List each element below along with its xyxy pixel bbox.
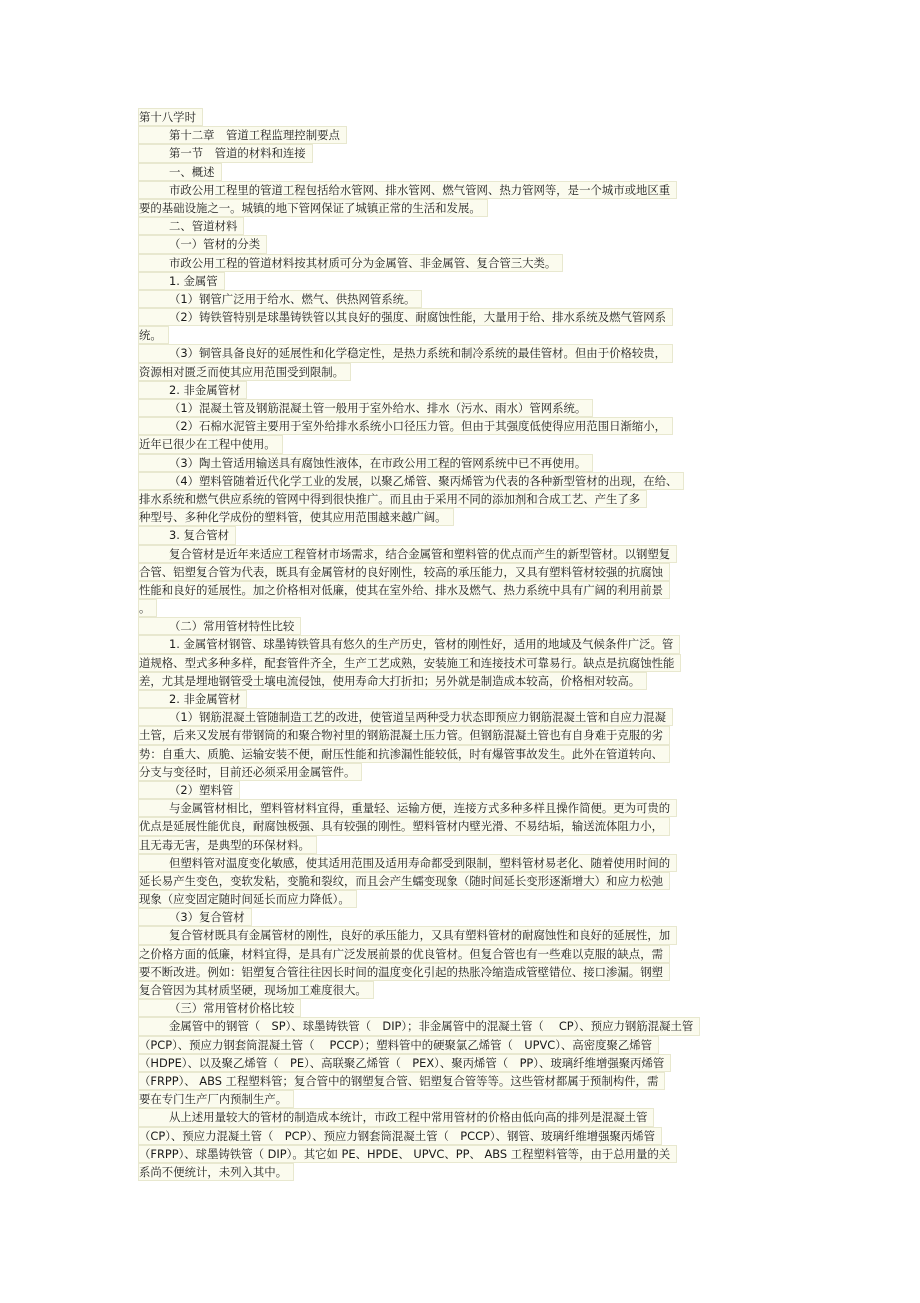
text-line-content: （1）钢管广泛用于给水、燃气、供热网管系统。 [138, 290, 422, 308]
text-line-content: 系尚不便统计，未列入其中。 [138, 1163, 294, 1181]
text-line [138, 490, 778, 508]
text-line-content: 差，尤其是埋地钢管受土壤电流侵蚀，使用寿命大打折扣；另外就是制造成本较高，价格相对较高。 [138, 672, 647, 690]
text-line [138, 945, 778, 963]
text-line [138, 981, 778, 999]
text-line [138, 635, 778, 653]
text-line-content: （CP）、预应力混凝土管（ PCP）、预应力钢套筒混凝土管（ PCCP）、钢管、玻璃纤维增强聚丙烯管 [138, 1127, 662, 1145]
text-line [138, 836, 778, 854]
text-line-content: 。 [138, 599, 157, 617]
text-line [138, 199, 778, 217]
text-line-content: 要的基础设施之一。城镇的地下管网保证了城镇正常的生活和发展。 [138, 199, 488, 217]
text-line [138, 1072, 778, 1090]
text-line [138, 854, 778, 872]
text-line [138, 326, 778, 344]
text-line-content: 统。 [138, 326, 169, 344]
text-line [138, 181, 778, 199]
text-line [138, 126, 778, 144]
text-line-content: 优点是延展性能优良，耐腐蚀极强、具有较强的刚性。塑料管材内壁光滑、不易结垢，输送流体阻力小， [138, 817, 670, 835]
text-line-content: 第十八学时 [138, 108, 203, 126]
text-line-content: 二、管道材料 [138, 217, 244, 235]
text-line [138, 308, 778, 326]
text-line-content: 延长易产生变色，变软发粘，变脆和裂纹，而且会产生蠕变现象（随时间延长变形逐渐增大）和应力松弛 [138, 872, 670, 890]
text-line [138, 108, 778, 126]
text-line-content: 要不断改进。例如：铝塑复合管往往因长时间的温度变化引起的热胀冷缩造成管壁错位、接口渗漏。钢塑 [138, 963, 670, 981]
text-line [138, 1145, 778, 1163]
text-line-content: （二）常用管材特性比较 [138, 617, 301, 635]
text-line-content: 合管、铝塑复合管为代表，既具有金属管材的良好刚性，较高的承压能力，又具有塑料管材较强的抗腐蚀 [138, 563, 670, 581]
text-line [138, 708, 778, 726]
text-line-content: 种型号、多种化学成份的塑料管，使其应用范围越来越广阔。 [138, 508, 454, 526]
text-line-content: 复合管材是近年来适应工程管材市场需求，结合金属管和塑料管的优点而产生的新型管材。以钢塑复 [138, 545, 677, 563]
text-line [138, 1108, 778, 1126]
text-line [138, 363, 778, 381]
text-line [138, 1090, 778, 1108]
text-line [138, 563, 778, 581]
text-line-content: 复合管因为其材质坚硬，现场加工难度很大。 [138, 981, 374, 999]
document-body [138, 108, 778, 1181]
text-line-content: （1）钢筋混凝土管随制造工艺的改进，使管道呈两种受力状态即预应力钢筋混凝土管和自应力混凝 [138, 708, 673, 726]
text-line [138, 581, 778, 599]
text-line [138, 654, 778, 672]
text-line-content: （HDPE）、以及聚乙烯管（ PE）、高联聚乙烯管（ PEX）、聚丙烯管（ PP）、玻璃纤维增强聚丙烯管 [138, 1054, 671, 1072]
text-line [138, 908, 778, 926]
text-line-content: 市政公用工程的管道材料按其材质可分为金属管、非金属管、复合管三大类。 [138, 254, 563, 272]
text-line [138, 454, 778, 472]
text-line [138, 890, 778, 908]
text-line [138, 381, 778, 399]
text-line [138, 144, 778, 162]
text-line-content: （PCP）、预应力钢套筒混凝土管（ PCCP）；塑料管中的硬聚氯乙烯管（ UPVC）、高密度聚乙烯管 [138, 1036, 659, 1054]
text-line-content: 第一节 管道的材料和连接 [138, 144, 313, 162]
text-line [138, 963, 778, 981]
text-line-content: （一）管材的分类 [138, 235, 267, 253]
text-line-content: （2）塑料管 [138, 781, 240, 799]
text-line-content: 现象（应变固定随时间延长而应力降低）。 [138, 890, 357, 908]
text-line-content: 要在专门生产厂内预制生产。 [138, 1090, 294, 1108]
text-line-content: 市政公用工程里的管道工程包括给水管网、排水管网、燃气管网、热力管网等，是一个城市或地区重 [138, 181, 677, 199]
text-line-content: 与金属管材相比，塑料管材料宜得，重量轻、运输方便，连接方式多种多样且操作简便。更为可贵的 [138, 799, 677, 817]
text-line [138, 435, 778, 453]
text-line [138, 526, 778, 544]
text-line [138, 817, 778, 835]
text-line-content: 3. 复合管材 [138, 526, 236, 544]
text-line-content: 复合管材既具有金属管材的刚性，良好的承压能力，又具有塑料管材的耐腐蚀性和良好的延展性，加 [138, 926, 677, 944]
text-line-content: 势：自重大、质脆、运输安装不便，耐压性能和抗渗漏性能较低，时有爆管事故发生。此外在管道转向、 [138, 745, 670, 763]
text-line-content: 土管，后来又发展有带钢筒的和聚合物衬里的钢筋混凝土压力管。但钢筋混凝土管也有自身难于克服的劣 [138, 726, 670, 744]
text-line-content: 第十二章 管道工程监理控制要点 [138, 126, 347, 144]
text-line-content: 近年已很少在工程中使用。 [138, 435, 283, 453]
text-line-content: 但塑料管对温度变化敏感，使其适用范围及适用寿命都受到限制，塑料管材易老化、随着使用时间的 [138, 854, 677, 872]
text-line-content: （FRPP）、球墨铸铁管（ DIP）。其它如 PE、HPDE、 UPVC、PP、 ABS 工程塑料管等，由于总用量的关 [138, 1145, 677, 1163]
text-line [138, 235, 778, 253]
text-line [138, 1127, 778, 1145]
text-line [138, 617, 778, 635]
text-line [138, 872, 778, 890]
text-line [138, 1163, 778, 1181]
text-line-content: （FRPP）、 ABS 工程塑料管；复合管中的钢塑复合管、铝塑复合管等等。这些管材都属于预制构件，需 [138, 1072, 665, 1090]
text-line-content: 性能和良好的延展性。加之价格相对低廉，使其在室外给、排水及燃气、热力系统中具有广阔的利用前景 [138, 581, 670, 599]
text-line-content: 一、概述 [138, 163, 222, 181]
text-line-content: 从上述用量较大的管材的制造成本统计，市政工程中常用管材的价格由低向高的排列是混凝土管 [138, 1108, 654, 1126]
text-line-content: （3）陶土管适用输送具有腐蚀性液体，在市政公用工程的管网系统中已不再使用。 [138, 454, 593, 472]
text-line-content: 1. 金属管材钢管、球墨铸铁管具有悠久的生产历史，管材的刚性好，适用的地域及气候条件广泛。管 [138, 635, 680, 653]
text-line [138, 417, 778, 435]
text-line-content: （3）复合管材 [138, 908, 252, 926]
text-line [138, 545, 778, 563]
text-line [138, 1036, 778, 1054]
text-line-content: （3）铜管具备良好的延展性和化学稳定性，是热力系统和制冷系统的最佳管材。但由于价格较贵， [138, 344, 673, 362]
text-line-content: 资源相对匮乏而使其应用范围受到限制。 [138, 363, 351, 381]
text-line [138, 272, 778, 290]
text-line [138, 1017, 778, 1035]
text-line-content: （2）铸铁管特别是球墨铸铁管以其良好的强度、耐腐蚀性能，大量用于给、排水系统及燃气管网系 [138, 308, 673, 326]
text-line-content: 2. 非金属管材 [138, 690, 247, 708]
text-line [138, 472, 778, 490]
text-line-content: （1）混凝土管及钢筋混凝土管一般用于室外给水、排水（污水、雨水）管网系统。 [138, 399, 593, 417]
text-line [138, 163, 778, 181]
text-line [138, 1054, 778, 1072]
text-line-content: 之价格方面的低廉，材料宜得，是具有广泛发展前景的优良管材。但复合管也有一些难以克服的缺点，需 [138, 945, 670, 963]
text-line-content: （4）塑料管随着近代化学工业的发展，以聚乙烯管、聚丙烯管为代表的各种新型管材的出现，在给、 [138, 472, 684, 490]
text-line [138, 254, 778, 272]
text-line [138, 726, 778, 744]
text-line [138, 799, 778, 817]
text-line-content: 且无毒无害，是典型的环保材料。 [138, 836, 317, 854]
text-line [138, 690, 778, 708]
text-line [138, 599, 778, 617]
text-line [138, 763, 778, 781]
text-line [138, 672, 778, 690]
text-line [138, 508, 778, 526]
text-line [138, 344, 778, 362]
text-line [138, 999, 778, 1017]
text-line-content: 1. 金属管 [138, 272, 225, 290]
text-line-content: （2）石棉水泥管主要用于室外给排水系统小口径压力管。但由于其强度低使得应用范围日渐缩小， [138, 417, 673, 435]
text-line [138, 217, 778, 235]
text-line [138, 399, 778, 417]
text-line-content: 排水系统和燃气供应系统的管网中得到很快推广。而且由于采用不同的添加剂和合成工艺、产生了多 [138, 490, 647, 508]
text-line [138, 781, 778, 799]
text-line [138, 745, 778, 763]
text-line [138, 926, 778, 944]
text-line-content: （三）常用管材价格比较 [138, 999, 301, 1017]
text-line-content: 金属管中的钢管（ SP）、球墨铸铁管（ DIP）；非金属管中的混凝土管（ CP）、预应力钢筋混凝土管 [138, 1017, 700, 1035]
text-line-content: 2. 非金属管材 [138, 381, 247, 399]
text-line-content: 分支与变径时，目前还必须采用金属管件。 [138, 763, 362, 781]
text-line-content: 道规格、型式多种多样，配套管件齐全，生产工艺成熟，安装施工和连接技术可靠易行。缺点是抗腐蚀性能 [138, 654, 681, 672]
text-line [138, 290, 778, 308]
